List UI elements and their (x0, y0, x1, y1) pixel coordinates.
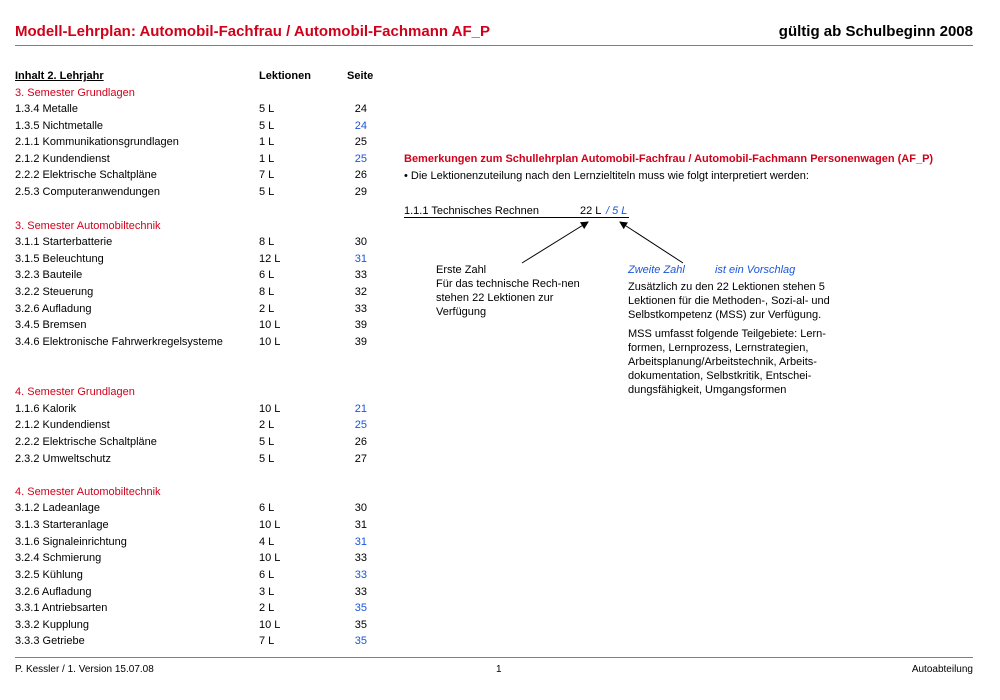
row-page-link[interactable]: 31 (354, 253, 367, 265)
first-number-heading: Erste Zahl (436, 264, 487, 276)
row-lessons: 12 L (259, 253, 281, 265)
row-page: 33 (354, 552, 367, 564)
row-lessons: 5 L (259, 453, 275, 465)
row-lessons: 5 L (259, 436, 275, 448)
row-page: 33 (354, 303, 367, 315)
footer-page-number: 1 (496, 664, 502, 675)
first-number-explanation (436, 263, 596, 319)
example-topic: 1.1.1 Technisches Rechnen (404, 205, 539, 217)
row-topic: 3.2.6 Aufladung (15, 586, 92, 598)
row-lessons: 10 L (259, 403, 281, 415)
row-page-link[interactable]: 25 (354, 419, 367, 431)
footer-author: P. Kessler / 1. Version 15.07.08 (15, 664, 154, 675)
second-number-explanation (628, 263, 843, 397)
row-page: 26 (354, 169, 367, 181)
row-page-link[interactable]: 31 (354, 536, 367, 548)
row-lessons: 10 L (259, 319, 281, 331)
row-topic: 3.2.5 Kühlung (15, 569, 83, 581)
row-page-link[interactable]: 35 (354, 602, 367, 614)
row-topic: 2.2.2 Elektrische Schaltpläne (15, 436, 157, 448)
row-lessons: 6 L (259, 502, 275, 514)
row-page: 24 (354, 103, 367, 115)
row-lessons: 10 L (259, 552, 281, 564)
row-lessons: 10 L (259, 336, 281, 348)
row-page-link[interactable]: 35 (354, 635, 367, 647)
row-topic: 1.3.5 Nichtmetalle (15, 120, 104, 132)
row-lessons: 1 L (259, 136, 275, 148)
row-topic: 2.1.2 Kundendienst (15, 419, 110, 431)
arrow-second-number (620, 222, 683, 263)
row-topic: 3.1.5 Beleuchtung (15, 253, 104, 265)
row-page: 35 (354, 619, 367, 631)
row-page: 27 (354, 453, 367, 465)
row-page-link[interactable]: 33 (354, 569, 367, 581)
row-page: 33 (354, 269, 367, 281)
row-lessons: 1 L (259, 153, 275, 165)
section-title: 3. Semester Grundlagen (15, 87, 135, 99)
notes-bullet: • Die Lektionenzuteilung nach den Lernzieltiteln muss wie folgt interpretiert werden: (404, 170, 809, 182)
second-number-text: Zusätzlich zu den 22 Lektionen stehen 5 Lektionen für die Methoden-, Sozi-al- und Selbstkompetenz (MSS) zur Verfügung. (628, 281, 830, 321)
row-lessons: 5 L (259, 120, 275, 132)
row-topic: 2.2.2 Elektrische Schaltpläne (15, 169, 157, 181)
row-lessons: 6 L (259, 569, 275, 581)
arrow-first-number (522, 222, 588, 263)
row-topic: 1.1.6 Kalorik (15, 403, 77, 415)
row-topic: 3.2.2 Steuerung (15, 286, 94, 298)
row-page-link[interactable]: 21 (354, 403, 367, 415)
example-suggestion: / 5 L (606, 205, 628, 217)
row-page-link[interactable]: 24 (354, 120, 367, 132)
row-topic: 3.2.6 Aufladung (15, 303, 92, 315)
row-lessons: 10 L (259, 519, 281, 531)
row-lessons: 10 L (259, 619, 281, 631)
notes-title: Bemerkungen zum Schullehrplan Automobil-Fachfrau / Automobil-Fachmann Personenwagen (AF_P) (404, 153, 934, 165)
section-title: 4. Semester Automobiltechnik (15, 486, 161, 498)
row-topic: 3.4.6 Elektronische Fahrwerkregelsysteme (15, 336, 223, 348)
row-topic: 2.5.3 Computeranwendungen (15, 186, 160, 198)
row-page: 39 (354, 336, 367, 348)
row-topic: 3.1.6 Signaleinrichtung (15, 536, 127, 548)
second-number-heading: Zweite Zahl (628, 264, 685, 276)
row-topic: 3.2.4 Schmierung (15, 552, 102, 564)
row-topic: 2.3.2 Umweltschutz (15, 453, 111, 465)
row-lessons: 8 L (259, 286, 275, 298)
document-title: Modell-Lehrplan: Automobil-Fachfrau / Automobil-Fachmann AF_P (15, 23, 490, 40)
section-title: 3. Semester Automobiltechnik (15, 220, 161, 232)
column-lessons: Lektionen (259, 70, 311, 82)
row-topic: 3.1.2 Ladeanlage (15, 502, 101, 514)
row-topic: 3.2.3 Bauteile (15, 269, 83, 281)
row-page: 26 (354, 436, 367, 448)
row-page: 30 (354, 502, 367, 514)
row-lessons: 5 L (259, 186, 275, 198)
row-page: 33 (354, 586, 367, 598)
row-lessons: 2 L (259, 303, 275, 315)
row-lessons: 2 L (259, 602, 275, 614)
row-lessons: 3 L (259, 586, 275, 598)
row-lessons: 7 L (259, 635, 275, 647)
section-title: 4. Semester Grundlagen (15, 386, 135, 398)
row-page: 25 (354, 136, 367, 148)
row-lessons: 8 L (259, 236, 275, 248)
row-topic: 2.1.1 Kommunikationsgrundlagen (15, 136, 179, 148)
validity-note: gültig ab Schulbeginn 2008 (778, 23, 973, 40)
row-page: 39 (354, 319, 367, 331)
row-topic: 3.4.5 Bremsen (15, 319, 87, 331)
row-topic: 3.1.1 Starterbatterie (15, 236, 113, 248)
column-page: Seite (347, 70, 374, 82)
table-heading: Inhalt 2. Lehrjahr (15, 70, 104, 82)
row-lessons: 5 L (259, 103, 275, 115)
row-page: 31 (354, 519, 367, 531)
row-lessons: 6 L (259, 269, 275, 281)
row-topic: 3.3.2 Kupplung (15, 619, 90, 631)
second-number-heading-suffix: ist ein Vorschlag (714, 264, 796, 276)
row-lessons: 7 L (259, 169, 275, 181)
row-lessons: 2 L (259, 419, 275, 431)
row-page: 29 (354, 186, 367, 198)
row-topic: 3.3.1 Antriebsarten (15, 602, 108, 614)
row-topic: 1.3.4 Metalle (15, 103, 78, 115)
footer-divider (15, 657, 973, 658)
row-page-link[interactable]: 25 (354, 153, 367, 165)
example-lessons: 22 L (580, 205, 602, 217)
row-topic: 3.3.3 Getriebe (15, 635, 85, 647)
footer-department: Autoabteilung (911, 664, 973, 675)
first-number-text: Für das technische Rech-nen stehen 22 Lektionen zur Verfügung (436, 278, 580, 318)
mss-text: MSS umfasst folgende Teilgebiete: Lern-formen, Lernprozess, Lernstrategien, Arbeitsplanung/Arbeitstechnik, Arbeits-dokumentation, Selbstkritik, Entschei-dungsfähigkeit, Umgangsformen (628, 328, 826, 396)
row-page: 32 (354, 286, 367, 298)
row-page: 30 (354, 236, 367, 248)
row-lessons: 4 L (259, 536, 275, 548)
row-topic: 2.1.2 Kundendienst (15, 153, 110, 165)
row-topic: 3.1.3 Starteranlage (15, 519, 109, 531)
